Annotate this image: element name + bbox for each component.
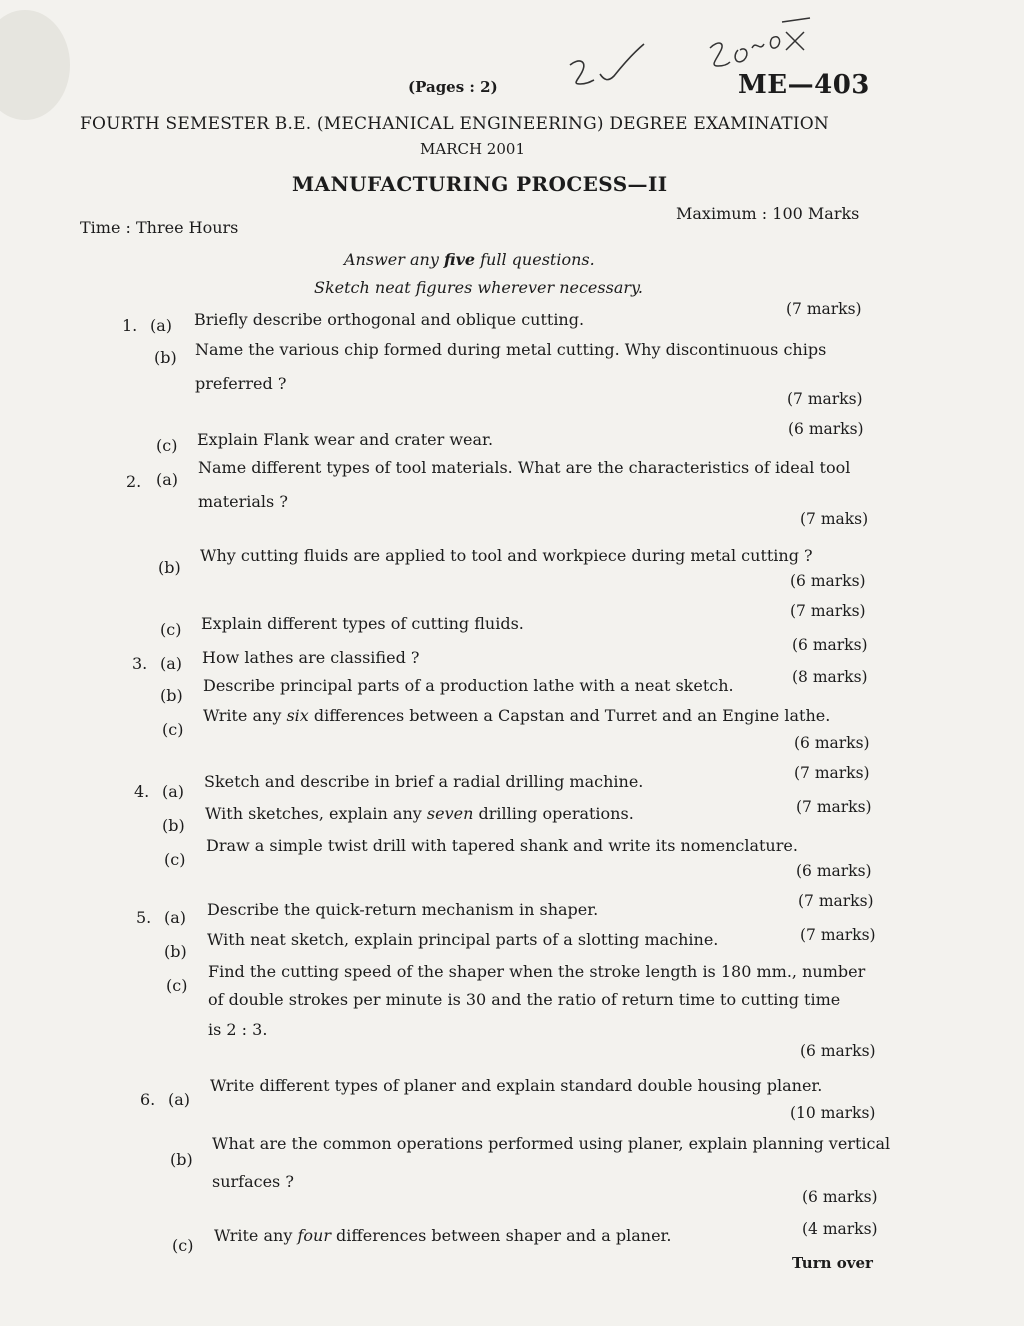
part-label: (b) (164, 942, 187, 961)
part-label: (c) (160, 620, 182, 639)
part-label: (a) (164, 908, 187, 927)
part-label: (c) (162, 720, 184, 739)
marks: (7 marks) (790, 602, 866, 620)
question-text: Write different types of planer and explain standard double housing planer. (210, 1076, 823, 1095)
question-number: 5. (136, 908, 152, 927)
question-text: Name different types of tool materials. What are the characteristics of ideal tool (198, 458, 851, 477)
paper-code: ME—403 (738, 70, 870, 100)
question-text: Draw a simple twist drill with tapered shank and write its nomenclature. (206, 836, 798, 855)
part-label: (b) (160, 686, 183, 705)
instruction-answer: Answer any five full questions. (344, 250, 595, 269)
part-label: (b) (158, 558, 181, 577)
marks: (6 marks) (788, 420, 864, 438)
question-text: Explain Flank wear and crater wear. (197, 430, 494, 449)
question-text: What are the common operations performed using planer, explain planning vertical (212, 1134, 891, 1153)
part-label: (b) (154, 348, 177, 367)
exam-date: MARCH 2001 (420, 140, 525, 158)
part-label: (c) (172, 1236, 194, 1255)
marks: (7 marks) (798, 892, 874, 910)
subject-title: MANUFACTURING PROCESS—II (292, 172, 668, 196)
marks: (7 marks) (787, 390, 863, 408)
part-label: (a) (150, 316, 173, 335)
part-label: (a) (160, 654, 183, 673)
part-label: (a) (156, 470, 179, 489)
question-text: materials ? (198, 492, 288, 511)
marks: (6 marks) (802, 1188, 878, 1206)
marks: (4 marks) (802, 1220, 878, 1238)
question-text: Write any six differences between a Capstan and Turret and an Engine lathe. (203, 706, 831, 725)
exam-title: FOURTH SEMESTER B.E. (MECHANICAL ENGINEERING) DEGREE EXAMINATION (80, 114, 829, 134)
question-number: 1. (122, 316, 138, 335)
question-number: 3. (132, 654, 148, 673)
question-text: With sketches, explain any seven drilling operations. (205, 804, 634, 823)
question-text: How lathes are classified ? (202, 648, 420, 667)
question-text: Describe the quick-return mechanism in shaper. (207, 900, 599, 919)
turn-over-note: Turn over (792, 1254, 873, 1272)
marks: (6 marks) (790, 572, 866, 590)
question-text: Explain different types of cutting fluids. (201, 614, 524, 633)
question-text: Name the various chip formed during metal cutting. Why discontinuous chips (195, 340, 827, 359)
question-text: Describe principal parts of a production lathe with a neat sketch. (203, 676, 734, 695)
part-label: (c) (156, 436, 178, 455)
marks: (7 marks) (786, 300, 862, 318)
part-label: (c) (164, 850, 186, 869)
marks: (10 marks) (790, 1104, 876, 1122)
question-number: 4. (134, 782, 150, 801)
part-label: (a) (162, 782, 185, 801)
part-label: (c) (166, 976, 188, 995)
marks: (7 marks) (794, 764, 870, 782)
marks: (7 marks) (796, 798, 872, 816)
question-text: Write any four differences between shaper and a planer. (214, 1226, 672, 1245)
question-number: 6. (140, 1090, 156, 1109)
question-text: Find the cutting speed of the shaper when the stroke length is 180 mm., number (208, 962, 866, 981)
question-text: Briefly describe orthogonal and oblique cutting. (194, 310, 585, 329)
part-label: (a) (168, 1090, 191, 1109)
question-text: preferred ? (195, 374, 287, 393)
question-number: 2. (126, 472, 142, 491)
marks: (6 marks) (794, 734, 870, 752)
marks: (7 marks) (800, 926, 876, 944)
question-text: Why cutting fluids are applied to tool and workpiece during metal cutting ? (200, 546, 813, 565)
page-count: (Pages : 2) (408, 78, 498, 96)
question-text: surfaces ? (212, 1172, 294, 1191)
question-text: is 2 : 3. (208, 1020, 268, 1039)
corner-smudge (0, 10, 70, 120)
time-allowed: Time : Three Hours (80, 218, 239, 237)
marks: (8 marks) (792, 668, 868, 686)
part-label: (b) (162, 816, 185, 835)
marks: (6 marks) (796, 862, 872, 880)
marks: (6 marks) (800, 1042, 876, 1060)
part-label: (b) (170, 1150, 193, 1169)
question-text: of double strokes per minute is 30 and the ratio of return time to cutting time (208, 990, 841, 1009)
question-text: With neat sketch, explain principal parts of a slotting machine. (207, 930, 719, 949)
question-text: Sketch and describe in brief a radial drilling machine. (204, 772, 644, 791)
maximum-marks: Maximum : 100 Marks (676, 204, 860, 223)
instruction-sketch: Sketch neat figures wherever necessary. (314, 278, 644, 297)
marks: (6 marks) (792, 636, 868, 654)
marks: (7 maks) (800, 510, 869, 528)
